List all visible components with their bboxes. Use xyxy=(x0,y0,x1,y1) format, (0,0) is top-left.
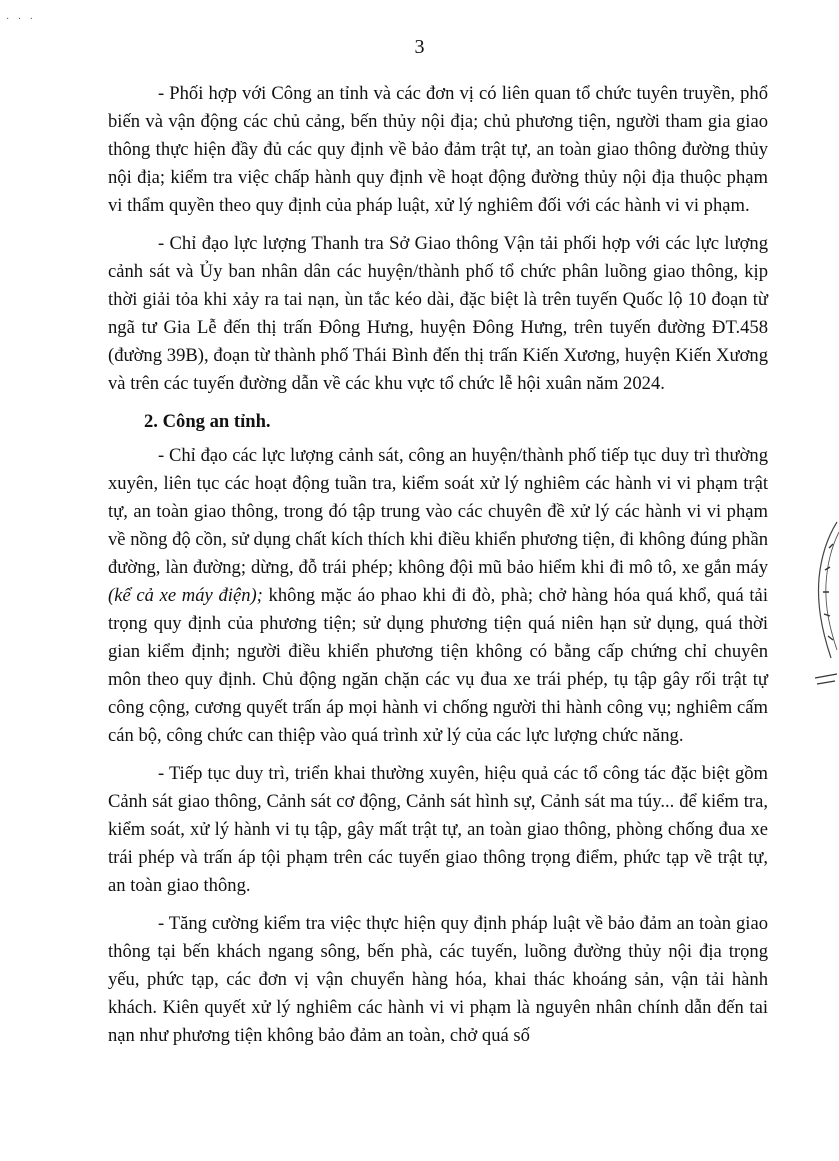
section-heading: 2. Công an tỉnh. xyxy=(144,411,271,432)
paragraph xyxy=(108,442,768,750)
paragraph-text: - Chỉ đạo các lực lượng cảnh sát, công an huyện/thành phố tiếp tục duy trì thường xuyên, liên tục các hoạt động tuần tra, kiểm soát xử lý nghiêm các hành vi vi phạm trật tự, an toàn giao thông, trong đó tập trung vào các chuyên đề xử lý các hành vi vi phạm về nồng độ cồn, sử dụng chất kích thích khi điều khiển phương tiện, đi không đúng phần đường, làn đường; dừng, đỗ trái phép; không đội mũ bảo hiểm khi đi mô tô, xe gắn máy xyxy=(108,445,768,578)
seal-stamp-edge xyxy=(809,518,839,688)
paragraph-text: không mặc áo phao khi đi đò, phà; chở hàng hóa quá khổ, quá tải trọng quy định của phương tiện; sử dụng phương tiện quá niên hạn sử dụng, quá thời gian kiểm định; người điều khiển phương tiện không có bằng cấp chứng chỉ chuyên môn theo quy định. Chủ động ngăn chặn các vụ đua xe trái phép, tụ tập gây rối trật tự công cộng, cương quyết trấn áp mọi hành vi chống người thi hành công vụ; nghiêm cấm cán bộ, công chức can thiệp vào quá trình xử lý của các lực lượng chức năng. xyxy=(108,585,768,746)
paragraph-italic-text: (kể cả xe máy điện); xyxy=(108,585,263,606)
document-body xyxy=(108,80,768,1060)
paragraph: - Tiếp tục duy trì, triển khai thường xuyên, hiệu quả các tổ công tác đặc biệt gồm Cảnh sát giao thông, Cảnh sát cơ động, Cảnh sát hình sự, Cảnh sát ma túy... để kiểm tra, kiểm soát, xử lý hành vi tụ tập, gây mất trật tự, an toàn giao thông, phòng chống đua xe trái phép và trấn áp tội phạm trên các tuyến giao thông trọng điểm, phức tạp về trật tự, an toàn giao thông. xyxy=(108,763,768,896)
page-number: 3 xyxy=(414,36,425,58)
paragraph: - Chỉ đạo lực lượng Thanh tra Sở Giao thông Vận tải phối hợp với các lực lượng cảnh sát và Ủy ban nhân dân các huyện/thành phố tổ chức phân luồng giao thông, kịp thời giải tỏa khi xảy ra tai nạn, ùn tắc kéo dài, đặc biệt là trên tuyến Quốc lộ 10 đoạn từ ngã tư Gia Lễ đến thị trấn Đông Hưng, huyện Đông Hưng, trên tuyến đường ĐT.458 (đường 39B), đoạn từ thành phố Thái Bình đến thị trấn Kiến Xương, huyện Kiến Xương và trên các tuyến đường dẫn về các khu vực tổ chức lễ hội xuân năm 2024. xyxy=(108,233,768,394)
paragraph: - Phối hợp với Công an tỉnh và các đơn vị có liên quan tổ chức tuyên truyền, phổ biến và vận động các chủ cảng, bến thủy nội địa; chủ phương tiện, người tham gia giao thông thực hiện đầy đủ các quy định về bảo đảm trật tự, an toàn giao thông đường thủy nội địa; kiểm tra việc chấp hành quy định về hoạt động đường thủy nội địa thuộc phạm vi thẩm quyền theo quy định của pháp luật, xử lý nghiêm đối với các hành vi vi phạm. xyxy=(108,83,768,216)
scan-marks: · · · xyxy=(6,14,36,25)
paragraph: - Tăng cường kiểm tra việc thực hiện quy định pháp luật về bảo đảm an toàn giao thông tại bến khách ngang sông, bến phà, các tuyến, luồng đường thủy nội địa trọng yếu, phức tạp, các đơn vị vận chuyển hàng hóa, khai thác khoáng sản, vận tải hành khách. Kiên quyết xử lý nghiêm các hành vi vi phạm là nguyên nhân chính dẫn đến tai nạn như phương tiện không bảo đảm an toàn, chở quá số xyxy=(108,913,768,1046)
